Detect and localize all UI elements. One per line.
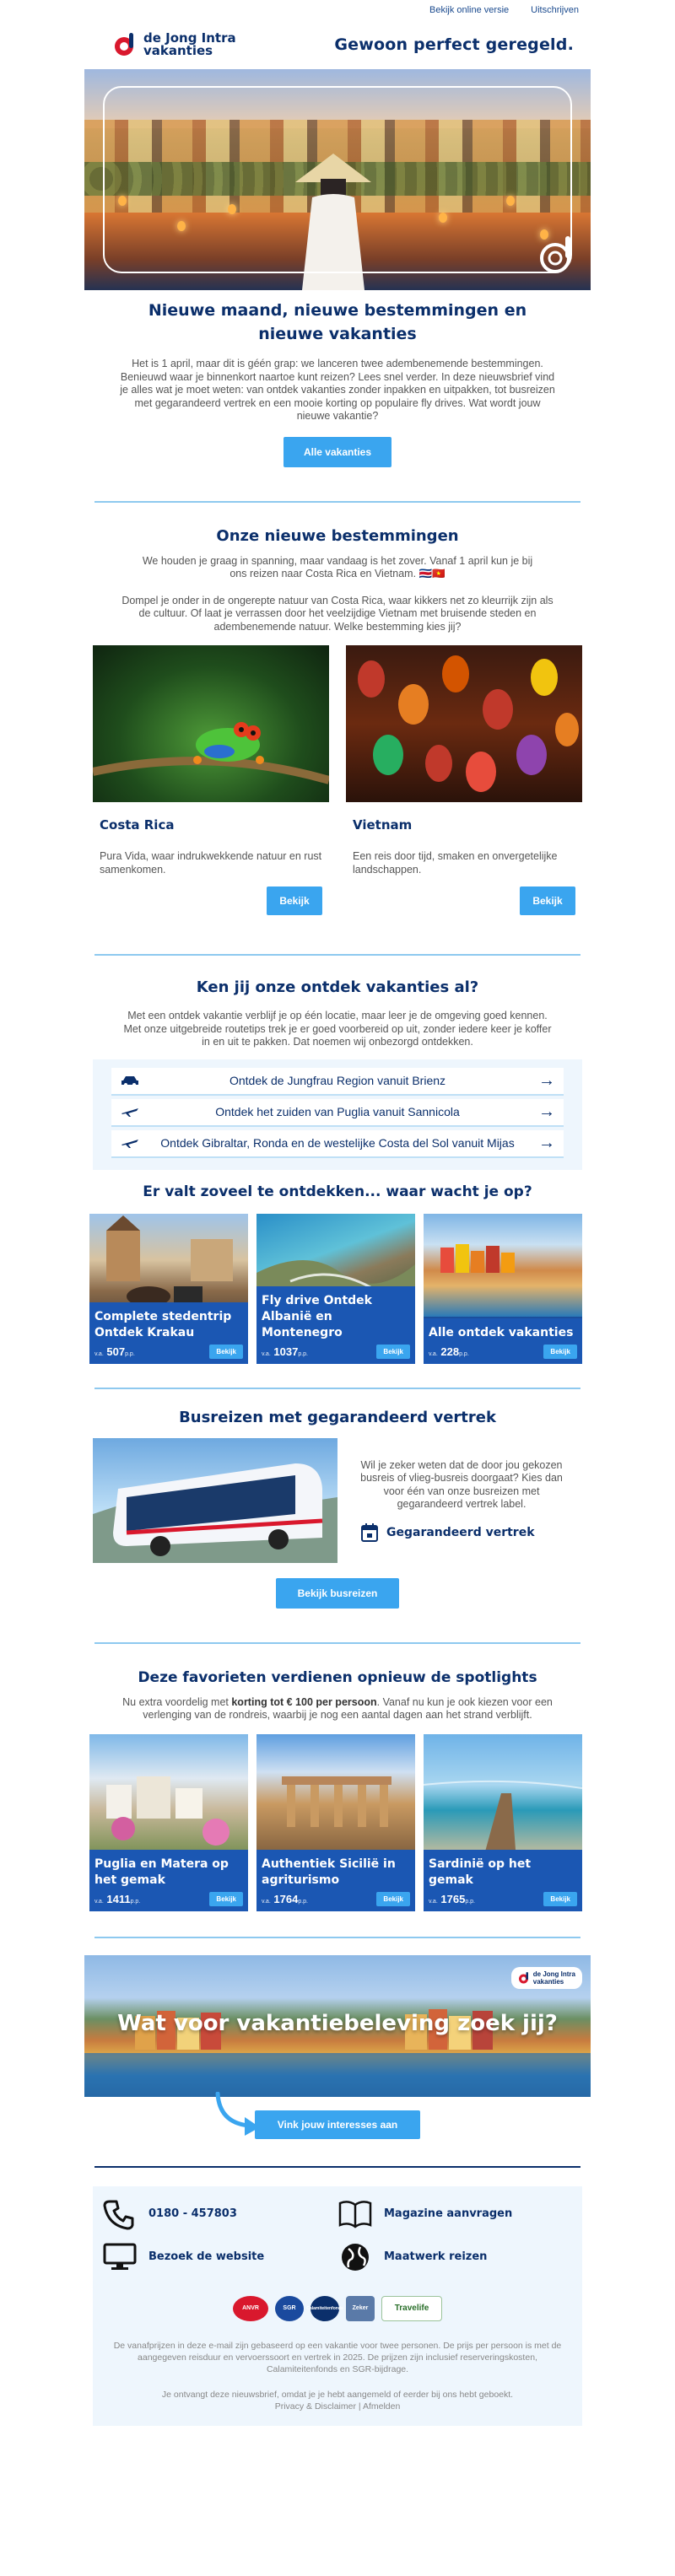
- select-interests-button[interactable]: Vink jouw interesses aan: [255, 2110, 420, 2139]
- tile-krakau[interactable]: [89, 1214, 248, 1364]
- explore-tiles: [84, 1214, 591, 1364]
- header-slogan: Gewoon perfect geregeld.: [334, 35, 574, 54]
- view-bus-trips-button[interactable]: Bekijk busreizen: [276, 1578, 399, 1609]
- experience-banner[interactable]: [84, 1955, 591, 2097]
- arrow-right-icon: →: [538, 1133, 555, 1152]
- new-destinations-text1: We houden je graag in spanning, maar vandaag is het zover. Vanaf 1 april kun je bij ons reizen naar Costa Rica en Vietnam. 🇨🇷🇻🇳: [142, 554, 533, 579]
- bus-section: [84, 1438, 591, 1563]
- destination-name: Costa Rica: [100, 817, 175, 833]
- bus-image[interactable]: [93, 1438, 338, 1563]
- open-book-icon: [338, 2200, 372, 2228]
- tile-view-button[interactable]: Bekijk: [543, 1345, 577, 1359]
- tile-view-button[interactable]: Bekijk: [376, 1345, 410, 1359]
- brand-logo[interactable]: [113, 32, 236, 57]
- favorites-text: Nu extra voordelig met korting tot € 100 per persoon. Vanaf nu kun je ook kiezen voor een verlenging van de rondreis, waarbij je nog een aantal dagen aan het strand verblijft.: [122, 1695, 553, 1721]
- plane-icon: [120, 1137, 140, 1149]
- greek-temple-icon: [256, 1734, 415, 1861]
- privacy-link[interactable]: Privacy & Disclaimer: [274, 2401, 356, 2412]
- guaranteed-label: [356, 1523, 567, 1542]
- arrow-right-icon: →: [538, 1102, 555, 1121]
- tile-title: Sardinië op het gemak: [429, 1857, 532, 1887]
- monitor-icon: [103, 2243, 137, 2272]
- curved-arrow-icon: [211, 2092, 262, 2139]
- phone-number: 0180 - 457803: [148, 2207, 237, 2220]
- sicily-image: [256, 1734, 415, 1861]
- header: [84, 20, 591, 69]
- calendar-check-icon: [361, 1523, 378, 1542]
- ontdek-item-label: Ontdek Gibraltar, Ronda en de westelijke Costa del Sol vanuit Mijas: [160, 1136, 515, 1150]
- calamiteitenfonds-logo: Calamiteitenfonds: [310, 2296, 339, 2321]
- tile-title: Puglia en Matera op het gemak: [94, 1857, 229, 1887]
- brand-logo-icon: [113, 32, 137, 57]
- custom-travel-link: Maatwerk reizen: [384, 2250, 488, 2263]
- tile-view-button[interactable]: Bekijk: [376, 1892, 410, 1906]
- tile-title: Fly drive Ontdek Albanië en Montenegro: [262, 1293, 372, 1339]
- tile-price: v.a. 1411p.p.: [94, 1892, 141, 1905]
- tile-price: v.a. 1037p.p.: [262, 1345, 308, 1358]
- ontdek-item-puglia[interactable]: [111, 1099, 564, 1127]
- magazine-link: Magazine aanvragen: [384, 2207, 513, 2220]
- favorites-tiles: [84, 1734, 591, 1911]
- puglia-image: [89, 1734, 248, 1861]
- whitewashed-town-icon: [89, 1734, 248, 1861]
- destination-cards: [84, 645, 591, 915]
- ontdek-item-label: Ontdek het zuiden van Puglia vanuit Sannicola: [215, 1105, 460, 1118]
- view-costa-rica-button[interactable]: Bekijk: [267, 887, 322, 915]
- destination-card-vietnam: [346, 645, 582, 915]
- frog-icon: [93, 645, 329, 802]
- bus-text: Wil je zeker weten dat de door jou gekozen busreis of vlieg-busreis doorgaat? Kies dan voor één van onze busreizen met gegarandeerd vertrek label.: [360, 1458, 563, 1510]
- tile-alle-ontdek[interactable]: [424, 1214, 582, 1364]
- favorites-title: Deze favorieten verdienen opnieuw de spotlights: [138, 1668, 537, 1686]
- price-disclaimer: De vanafprijzen in deze e-mail zijn gebaseerd op een vakantie voor twee personen. De prijs per persoon is met de aangegeven reisduur en vervoerssoort en vertrek in 2025. De prijzen zijn inclusief reserveringskosten, Calamiteitenfonds en SGR-bijdrage.: [113, 2340, 562, 2374]
- website-link: Bezoek de website: [148, 2250, 265, 2263]
- view-online-link[interactable]: Bekijk online versie: [429, 5, 510, 15]
- tile-albanie[interactable]: [256, 1214, 415, 1364]
- boardwalk-icon: [424, 1734, 582, 1861]
- hero-image[interactable]: [84, 69, 591, 290]
- ontdek-title: Ken jij onze ontdek vakanties al?: [196, 978, 479, 996]
- tile-view-button[interactable]: Bekijk: [209, 1892, 243, 1906]
- ontdek-item-label: Ontdek de Jungfrau Region vanuit Brienz: [229, 1074, 446, 1087]
- arrow-right-icon: →: [538, 1070, 555, 1090]
- new-destinations-text2: Dompel je onder in de ongerepte natuur van Costa Rica, waar kikkers net zo kleurrijk zijn als de cultuur. Of laat je verrassen door het veelzijdige Vietnam met bruisende steden en adembenemende natuur. Welke bestemming kies jij?: [122, 594, 554, 633]
- tile-price: v.a. 228p.p.: [429, 1345, 469, 1358]
- ontdek-item-jungfrau[interactable]: [111, 1068, 564, 1096]
- zeker-logo: Zeker: [346, 2296, 375, 2321]
- footer: 0180 - 457803 Magazine aanvragen Bezoek de website Maatwerk reizen ANVR SGR Calamiteitenfonds Zeker Travelife De vanafprijzen in deze e-mail zijn gebaseerd op een vakantie voor twee personen. De prijs per persoon is met de aangegeven reisduur en vervoerssoort en vertrek in 2025. De prijzen zijn inclusief reserveringskosten, Calamiteitenfonds en SGR-bijdrage. Je ontvangt deze nieuwsbrief, omdat je je hebt aangemeld of eerder bij ons hebt geboekt. Privacy & Disclaimer | Afmelden: [93, 2186, 582, 2426]
- sardinia-image: [424, 1734, 582, 1861]
- destination-card-costa-rica: [93, 645, 329, 915]
- banner-logo: de Jong Intra vakanties: [511, 1967, 582, 1989]
- intro-text: Het is 1 april, maar dit is géén grap: we lanceren twee adembenemende bestemmingen. Benieuwd waar je binnenkort naartoe kunt reizen? Lees snel verder. In deze nieuwsbrief vind je alles wat je moet weten: van ontdek vakanties zonder inpakken en uitpakken, tot busreizen met gegarandeerd vertrek en een mooie korting op populaire fly drives. Wat wordt jouw nieuwe vakantie?: [120, 358, 555, 422]
- tile-title: Complete stedentrip Ontdek Krakau: [94, 1309, 232, 1339]
- car-icon: [120, 1075, 140, 1086]
- hero-frame: [103, 86, 572, 273]
- brand-d-icon: [535, 233, 579, 277]
- travelife-logo: Travelife: [381, 2296, 442, 2321]
- vietnam-image[interactable]: [346, 645, 582, 802]
- colorful-houses-icon: [424, 1214, 582, 1317]
- explore-title: Er valt zoveel te ontdekken... waar wacht je op?: [143, 1183, 532, 1200]
- krakau-image: [89, 1214, 248, 1317]
- unsubscribe-link-top[interactable]: Uitschrijven: [531, 5, 579, 15]
- ontdek-text: Met een ontdek vakantie verblijf je op één locatie, maar leer je de omgeving goed kennen. Met onze uitgebreide routetips trek je er goed voorbereid op uit, zonder iedere keer je koffer in en uit te pakken. Dat noemen wij onbezorgd ontdekken.: [123, 1010, 552, 1048]
- coach-bus-icon: [93, 1438, 338, 1563]
- banner-headline: Wat voor vakantiebeleving zoek jij?: [117, 2010, 558, 2036]
- bus-title: Busreizen met gegarandeerd vertrek: [179, 1408, 496, 1426]
- tile-sicilie[interactable]: [256, 1734, 415, 1911]
- plane-icon: [120, 1106, 140, 1118]
- newsletter: [84, 0, 591, 2426]
- destination-desc: Een reis door tijd, smaken en onvergetelijke landschappen.: [353, 850, 558, 876]
- cinque-terre-image: [424, 1214, 582, 1317]
- logo-line1: de Jong Intra: [143, 30, 236, 46]
- tile-price: v.a. 1765p.p.: [429, 1892, 475, 1905]
- phone-icon: [103, 2198, 137, 2230]
- destination-name: Vietnam: [353, 817, 413, 833]
- horse-carriage-icon: [89, 1214, 248, 1317]
- unsubscribe-link-bottom[interactable]: Afmelden: [362, 2401, 401, 2412]
- ontdek-list: [93, 1059, 582, 1170]
- destination-desc: Pura Vida, waar indrukwekkende natuur en rust samenkomen.: [100, 850, 322, 876]
- tile-title: Authentiek Sicilië in agriturismo: [262, 1857, 396, 1887]
- website-contact[interactable]: [103, 2242, 338, 2272]
- tile-sardinie[interactable]: [424, 1734, 582, 1911]
- certification-badges: [101, 2296, 574, 2321]
- subscription-note: Je ontvangt deze nieuwsbrief, omdat je je hebt aangemeld of eerder bij ons hebt geboekt.: [161, 2389, 514, 2400]
- custom-travel-contact[interactable]: [338, 2242, 574, 2272]
- top-links: [84, 0, 591, 20]
- tile-puglia[interactable]: [89, 1734, 248, 1911]
- lanterns-icon: [346, 645, 582, 802]
- magazine-contact[interactable]: [338, 2198, 574, 2230]
- tile-price: v.a. 1764p.p.: [262, 1892, 308, 1905]
- tile-view-button[interactable]: Bekijk: [209, 1345, 243, 1359]
- brand-logo-icon: [518, 1971, 530, 1985]
- tile-view-button[interactable]: Bekijk: [543, 1892, 577, 1906]
- view-vietnam-button[interactable]: Bekijk: [520, 887, 575, 915]
- anvr-logo: ANVR: [233, 2296, 268, 2321]
- logo-line2: vakanties: [143, 43, 213, 58]
- ontdek-item-gibraltar[interactable]: [111, 1130, 564, 1158]
- intro-title: Nieuwe maand, nieuwe bestemmingen en nieuwe vakanties: [148, 301, 527, 343]
- globe-icon: [338, 2242, 372, 2272]
- new-destinations-title: Onze nieuwe bestemmingen: [216, 526, 459, 545]
- sgr-logo: SGR: [275, 2296, 304, 2321]
- tile-price: v.a. 507p.p.: [94, 1345, 135, 1358]
- all-holidays-button[interactable]: Alle vakanties: [284, 437, 392, 467]
- tile-title: Alle ontdek vakanties: [429, 1325, 574, 1339]
- costa-rica-image[interactable]: [93, 645, 329, 802]
- phone-contact[interactable]: [103, 2198, 338, 2230]
- guaranteed-label-text: Gegarandeerd vertrek: [386, 1525, 535, 1539]
